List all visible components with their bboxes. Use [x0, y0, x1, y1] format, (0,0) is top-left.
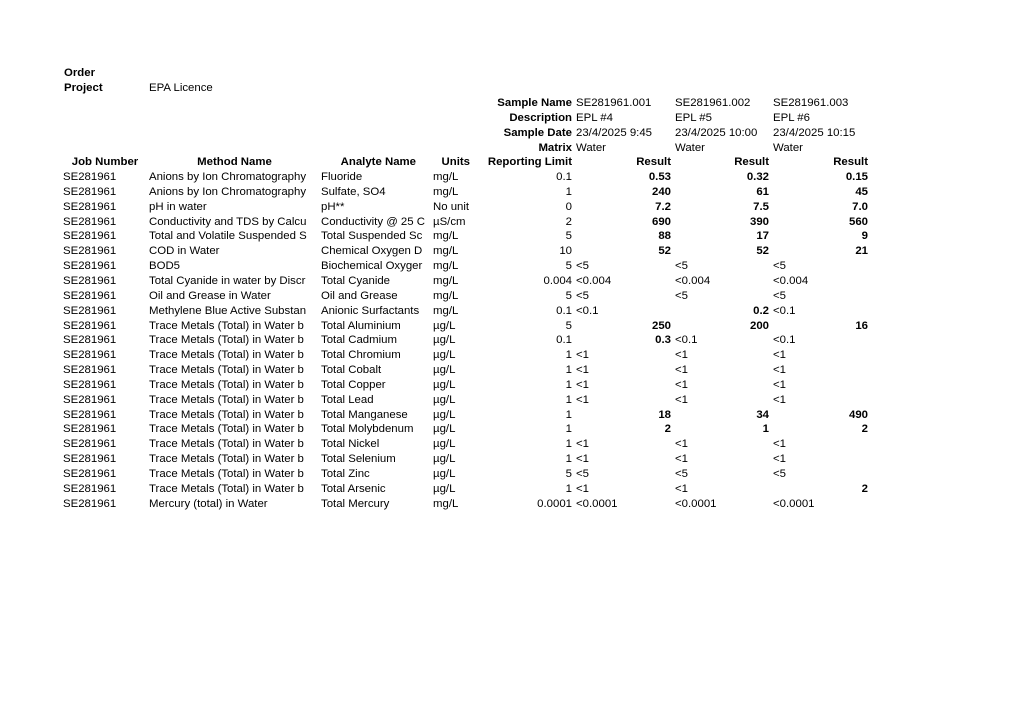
units-cell: mg/L — [433, 260, 459, 273]
method-name-cell: Mercury (total) in Water — [149, 497, 268, 510]
result-cell-2: <1 — [675, 393, 688, 406]
reporting-limit-cell: 0.1 — [556, 171, 572, 183]
units-cell: mg/L — [433, 230, 459, 243]
result-cell-3: <0.1 — [773, 334, 796, 347]
result-cell-3: 560 — [848, 215, 868, 228]
result-cell-2: <0.004 — [675, 274, 711, 287]
method-name-cell: Trace Metals (Total) in Water b — [149, 334, 304, 347]
reporting-limit-cell: 1 — [565, 423, 572, 436]
method-name-cell: Trace Metals (Total) in Water b — [149, 319, 304, 332]
reporting-limit-cell: 1 — [565, 482, 572, 495]
description-label: Description — [509, 112, 572, 124]
result-cell-3: 2 — [861, 423, 868, 436]
analyte-name-cell: Total Zinc — [321, 468, 370, 480]
matrix-1: Water — [576, 142, 606, 154]
result-cell-2: <1 — [675, 482, 688, 495]
result-cell-1: <0.1 — [576, 304, 599, 317]
result-cell-1: 18 — [658, 408, 671, 421]
result-cell-2: <1 — [675, 438, 688, 451]
col-header-units: Units — [441, 156, 470, 168]
description-row — [0, 111, 1024, 126]
units-cell: µg/L — [433, 349, 456, 362]
method-name-cell: Trace Metals (Total) in Water b — [149, 378, 304, 391]
analyte-name-cell: Total Suspended Sc — [321, 230, 423, 243]
matrix-2: Water — [675, 142, 705, 154]
reporting-limit-cell: 0.1 — [556, 304, 572, 317]
table-row — [0, 437, 1024, 452]
units-cell: µg/L — [433, 482, 456, 495]
result-cell-2: 61 — [756, 185, 769, 198]
result-cell-3: 45 — [855, 185, 868, 198]
result-cell-3: <5 — [773, 260, 786, 273]
analyte-name-cell: Sulfate, SO4 — [321, 185, 386, 198]
result-cell-3: <5 — [773, 468, 786, 480]
job-number-cell: SE281961 — [63, 468, 117, 480]
reporting-limit-cell: 1 — [565, 408, 572, 421]
table-row — [0, 408, 1024, 423]
units-cell: mg/L — [433, 497, 459, 510]
result-cell-2: <5 — [675, 468, 688, 480]
reporting-limit-cell: 5 — [565, 468, 572, 480]
reporting-limit-cell: 1 — [565, 393, 572, 406]
table-row — [0, 200, 1024, 215]
method-name-cell: Trace Metals (Total) in Water b — [149, 393, 304, 406]
result-cell-3: 21 — [855, 245, 868, 258]
sample-name-3: SE281961.003 — [773, 97, 849, 109]
table-row — [0, 378, 1024, 393]
result-cell-1: <1 — [576, 349, 589, 362]
project-row — [0, 81, 1024, 96]
analyte-name-cell: Total Copper — [321, 378, 386, 391]
result-cell-3: <1 — [773, 393, 786, 406]
table-row — [0, 274, 1024, 289]
result-cell-1: 0.3 — [655, 334, 671, 347]
analyte-name-cell: Chemical Oxygen D — [321, 245, 423, 258]
method-name-cell: Conductivity and TDS by Calcu — [149, 215, 307, 228]
result-cell-1: <1 — [576, 438, 589, 451]
result-cell-2: <1 — [675, 453, 688, 466]
result-cell-3: 16 — [855, 319, 868, 332]
reporting-limit-cell: 5 — [565, 319, 572, 332]
analyte-name-cell: Biochemical Oxyger — [321, 260, 423, 273]
sample-date-1: 23/4/2025 9:45 — [576, 127, 653, 139]
result-cell-1: <5 — [576, 468, 589, 480]
result-cell-2: 0.2 — [753, 304, 769, 317]
job-number-cell: SE281961 — [63, 349, 117, 362]
analyte-name-cell: Fluoride — [321, 171, 363, 183]
method-name-cell: Trace Metals (Total) in Water b — [149, 349, 304, 362]
job-number-cell: SE281961 — [63, 438, 117, 451]
result-cell-3: 7.0 — [852, 200, 868, 213]
reporting-limit-cell: 5 — [565, 289, 572, 302]
table-row — [0, 304, 1024, 319]
col-header-method-name: Method Name — [197, 156, 272, 168]
job-number-cell: SE281961 — [63, 171, 117, 183]
sample-date-label: Sample Date — [503, 127, 572, 139]
job-number-cell: SE281961 — [63, 423, 117, 436]
result-cell-1: <1 — [576, 482, 589, 495]
method-name-cell: Trace Metals (Total) in Water b — [149, 438, 304, 451]
analyte-name-cell: Total Arsenic — [321, 482, 386, 495]
reporting-limit-cell: 1 — [565, 349, 572, 362]
analyte-name-cell: Total Nickel — [321, 438, 380, 451]
job-number-cell: SE281961 — [63, 334, 117, 347]
job-number-cell: SE281961 — [63, 304, 117, 317]
reporting-limit-cell: 0.004 — [543, 274, 572, 287]
result-cell-1: 690 — [651, 215, 671, 228]
units-cell: mg/L — [433, 289, 459, 302]
result-cell-2: 390 — [749, 215, 769, 228]
job-number-cell: SE281961 — [63, 378, 117, 391]
job-number-cell: SE281961 — [63, 200, 117, 213]
table-row — [0, 229, 1024, 244]
reporting-limit-cell: 1 — [565, 185, 572, 198]
result-cell-2: 52 — [756, 245, 769, 258]
table-row — [0, 244, 1024, 259]
job-number-cell: SE281961 — [63, 497, 117, 510]
result-cell-2: <5 — [675, 289, 688, 302]
method-name-cell: Oil and Grease in Water — [149, 289, 271, 302]
analyte-name-cell: Total Mercury — [321, 497, 390, 510]
result-cell-3: 490 — [848, 408, 868, 421]
method-name-cell: Total Cyanide in water by Discr — [149, 274, 306, 287]
col-header-result-2: Result — [734, 156, 769, 168]
col-header-reporting-limit: Reporting Limit — [487, 156, 572, 168]
analyte-name-cell: Total Manganese — [321, 408, 408, 421]
result-cell-2: 17 — [756, 230, 769, 243]
table-row — [0, 482, 1024, 497]
sample-name-1: SE281961.001 — [576, 97, 652, 109]
units-cell: mg/L — [433, 171, 459, 183]
analyte-name-cell: Total Chromium — [321, 349, 401, 362]
table-row — [0, 497, 1024, 512]
reporting-limit-cell: 2 — [565, 215, 572, 228]
sample-date-2: 23/4/2025 10:00 — [675, 127, 758, 139]
analyte-name-cell: Oil and Grease — [321, 289, 398, 302]
reporting-limit-cell: 5 — [565, 260, 572, 273]
result-cell-1: 250 — [651, 319, 671, 332]
analyte-name-cell: Conductivity @ 25 C — [321, 215, 425, 228]
table-row — [0, 259, 1024, 274]
result-cell-2: 1 — [762, 423, 769, 436]
description-2: EPL #5 — [675, 112, 712, 124]
job-number-cell: SE281961 — [63, 230, 117, 243]
description-3: EPL #6 — [773, 112, 810, 124]
result-cell-3: <0.0001 — [773, 497, 815, 510]
result-cell-1: <1 — [576, 378, 589, 391]
sample-name-2: SE281961.002 — [675, 97, 751, 109]
result-cell-3: 0.15 — [845, 171, 868, 183]
units-cell: mg/L — [433, 274, 459, 287]
units-cell: µg/L — [433, 453, 456, 466]
reporting-limit-cell: 10 — [559, 245, 572, 258]
result-cell-2: <1 — [675, 378, 688, 391]
analyte-name-cell: pH** — [321, 200, 345, 213]
description-1: EPL #4 — [576, 112, 613, 124]
job-number-cell: SE281961 — [63, 289, 117, 302]
analyte-name-cell: Total Cobalt — [321, 364, 382, 377]
table-header-row — [0, 155, 1024, 170]
units-cell: µg/L — [433, 393, 456, 406]
units-cell: µS/cm — [433, 215, 466, 228]
result-cell-3: 9 — [861, 230, 868, 243]
result-cell-1: 7.2 — [655, 200, 671, 213]
reporting-limit-cell: 0 — [565, 200, 572, 213]
result-cell-3: <0.004 — [773, 274, 809, 287]
matrix-label: Matrix — [538, 142, 572, 154]
result-cell-3: <1 — [773, 438, 786, 451]
job-number-cell: SE281961 — [63, 215, 117, 228]
matrix-3: Water — [773, 142, 803, 154]
result-cell-3: 2 — [861, 482, 868, 495]
result-cell-1: 240 — [651, 185, 671, 198]
order-row — [0, 66, 1024, 81]
job-number-cell: SE281961 — [63, 482, 117, 495]
units-cell: µg/L — [433, 468, 456, 480]
table-row — [0, 363, 1024, 378]
table-row — [0, 289, 1024, 304]
result-cell-2: <5 — [675, 260, 688, 273]
reporting-limit-cell: 0.1 — [556, 334, 572, 347]
reporting-limit-cell: 1 — [565, 378, 572, 391]
result-cell-1: <1 — [576, 453, 589, 466]
units-cell: µg/L — [433, 364, 456, 377]
units-cell: µg/L — [433, 408, 456, 421]
job-number-cell: SE281961 — [63, 393, 117, 406]
result-cell-2: 7.5 — [753, 200, 769, 213]
job-number-cell: SE281961 — [63, 245, 117, 258]
result-cell-3: <0.1 — [773, 304, 796, 317]
analyte-name-cell: Total Aluminium — [321, 319, 401, 332]
units-cell: µg/L — [433, 423, 456, 436]
method-name-cell: BOD5 — [149, 260, 181, 273]
units-cell: µg/L — [433, 319, 456, 332]
reporting-limit-cell: 0.0001 — [537, 497, 572, 510]
units-cell: µg/L — [433, 334, 456, 347]
sample-name-label: Sample Name — [497, 97, 572, 109]
result-cell-2: <1 — [675, 349, 688, 362]
analyte-name-cell: Total Cadmium — [321, 334, 397, 347]
analyte-name-cell: Anionic Surfactants — [321, 304, 420, 317]
reporting-limit-cell: 5 — [565, 230, 572, 243]
job-number-cell: SE281961 — [63, 260, 117, 273]
result-cell-1: 52 — [658, 245, 671, 258]
order-label: Order — [64, 67, 96, 79]
job-number-cell: SE281961 — [63, 274, 117, 287]
method-name-cell: Methylene Blue Active Substan — [149, 304, 307, 317]
units-cell: µg/L — [433, 378, 456, 391]
method-name-cell: COD in Water — [149, 245, 220, 258]
result-cell-2: 200 — [749, 319, 769, 332]
table-row — [0, 422, 1024, 437]
analyte-name-cell: Total Selenium — [321, 453, 396, 466]
result-cell-1: <1 — [576, 364, 589, 377]
method-name-cell: pH in water — [149, 200, 207, 213]
job-number-cell: SE281961 — [63, 364, 117, 377]
reporting-limit-cell: 1 — [565, 438, 572, 451]
job-number-cell: SE281961 — [63, 319, 117, 332]
result-cell-3: <1 — [773, 453, 786, 466]
result-cell-3: <1 — [773, 349, 786, 362]
col-header-result-3: Result — [833, 156, 868, 168]
reporting-limit-cell: 1 — [565, 364, 572, 377]
result-cell-2: 34 — [756, 408, 769, 421]
table-row — [0, 333, 1024, 348]
result-cell-2: 0.32 — [746, 171, 769, 183]
method-name-cell: Trace Metals (Total) in Water b — [149, 364, 304, 377]
units-cell: mg/L — [433, 304, 459, 317]
sample-date-3: 23/4/2025 10:15 — [773, 127, 856, 139]
table-row — [0, 170, 1024, 185]
units-cell: No unit — [433, 200, 470, 213]
table-row — [0, 348, 1024, 363]
result-cell-1: 2 — [664, 423, 671, 436]
reporting-limit-cell: 1 — [565, 453, 572, 466]
job-number-cell: SE281961 — [63, 453, 117, 466]
result-cell-2: <0.0001 — [675, 497, 717, 510]
method-name-cell: Trace Metals (Total) in Water b — [149, 423, 304, 436]
units-cell: mg/L — [433, 245, 459, 258]
project-value: EPA Licence — [149, 82, 213, 94]
result-cell-3: <1 — [773, 364, 786, 377]
result-cell-1: 88 — [658, 230, 671, 243]
sample-date-row — [0, 126, 1024, 141]
method-name-cell: Trace Metals (Total) in Water b — [149, 482, 304, 495]
analyte-name-cell: Total Molybdenum — [321, 423, 414, 436]
table-row — [0, 452, 1024, 467]
job-number-cell: SE281961 — [63, 408, 117, 421]
sample-name-row — [0, 96, 1024, 111]
method-name-cell: Trace Metals (Total) in Water b — [149, 408, 304, 421]
table-row — [0, 185, 1024, 200]
matrix-row — [0, 141, 1024, 156]
result-cell-1: <0.0001 — [576, 497, 618, 510]
result-cell-2: <1 — [675, 364, 688, 377]
job-number-cell: SE281961 — [63, 185, 117, 198]
table-row — [0, 215, 1024, 230]
project-label: Project — [64, 82, 103, 94]
result-cell-2: <0.1 — [675, 334, 698, 347]
method-name-cell: Trace Metals (Total) in Water b — [149, 468, 304, 480]
result-cell-1: <5 — [576, 260, 589, 273]
table-row — [0, 319, 1024, 334]
method-name-cell: Total and Volatile Suspended S — [149, 230, 307, 243]
analyte-name-cell: Total Cyanide — [321, 274, 391, 287]
result-cell-3: <5 — [773, 289, 786, 302]
col-header-analyte-name: Analyte Name — [340, 156, 416, 168]
method-name-cell: Anions by Ion Chromatography — [149, 185, 307, 198]
col-header-job-number: Job Number — [71, 156, 139, 168]
table-row — [0, 393, 1024, 408]
method-name-cell: Trace Metals (Total) in Water b — [149, 453, 304, 466]
table-row — [0, 467, 1024, 482]
col-header-result-1: Result — [636, 156, 671, 168]
units-cell: µg/L — [433, 438, 456, 451]
result-cell-1: <5 — [576, 289, 589, 302]
result-cell-1: <0.004 — [576, 274, 612, 287]
analyte-name-cell: Total Lead — [321, 393, 374, 406]
result-cell-3: <1 — [773, 378, 786, 391]
result-cell-1: 0.53 — [648, 171, 671, 183]
result-cell-1: <1 — [576, 393, 589, 406]
method-name-cell: Anions by Ion Chromatography — [149, 171, 307, 183]
units-cell: mg/L — [433, 185, 459, 198]
